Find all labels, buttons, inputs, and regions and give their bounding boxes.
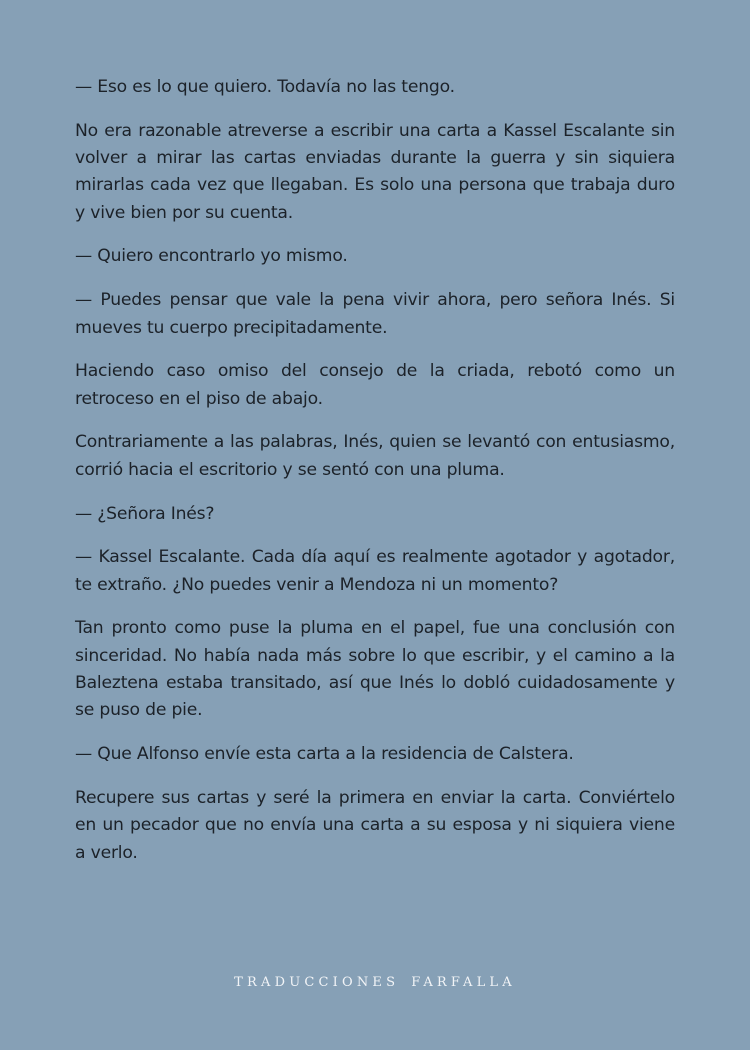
footer-word-2: FARFALLA xyxy=(411,975,516,990)
paragraph: — Eso es lo que quiero. Todavía no las tengo. xyxy=(75,77,455,97)
footer-credit xyxy=(0,975,750,990)
paragraph: No era razonable atreverse a escribir una carta a Kassel Escalante sin volver a mirar las cartas enviadas durante la guerra y sin siquiera mirarlas cada vez que llegaban. Es solo una persona que trabaja duro y vive bien por su cuenta. xyxy=(75,120,675,223)
paragraph: Tan pronto como puse la pluma en el papel, fue una conclusión con sinceridad. No había nada más sobre lo que escribir, y el camino a la Baleztena estaba transitado, así que Inés lo dobló cuidadosamente y se puso de pie. xyxy=(75,618,675,721)
paragraph: — ¿Señora Inés? xyxy=(75,503,215,524)
footer-word-1: TRADUCCIONES xyxy=(234,975,400,990)
paragraph: — Kassel Escalante. Cada día aquí es realmente agotador y agotador, te extraño. ¿No puedes venir a Mendoza ni un momento? xyxy=(75,547,675,595)
document-body xyxy=(75,74,675,883)
paragraph: — Que Alfonso envíe esta carta a la residencia de Calstera. xyxy=(75,744,574,765)
paragraph: Contrariamente a las palabras, Inés, quien se levantó con entusiasmo, corrió hacia el escritorio y se sentó con una pluma. xyxy=(75,432,675,480)
paragraph: Haciendo caso omiso del consejo de la criada, rebotó como un retroceso en el piso de abajo. xyxy=(75,361,675,409)
paragraph: — Puedes pensar que vale la pena vivir ahora, pero señora Inés. Si mueves tu cuerpo precipitadamente. xyxy=(75,290,675,338)
paragraph: Recupere sus cartas y seré la primera en enviar la carta. Conviértelo en un pecador que no envía una carta a su esposa y ni siquiera viene a verlo. xyxy=(75,787,675,863)
paragraph: — Quiero encontrarlo yo mismo. xyxy=(75,246,348,267)
